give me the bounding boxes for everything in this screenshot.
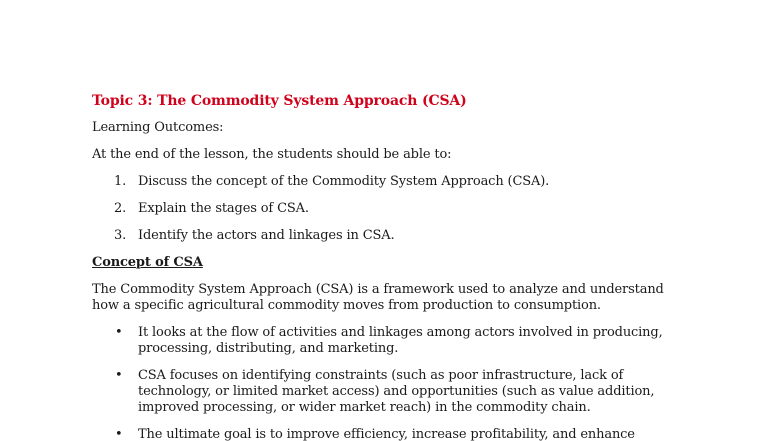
list-item bbox=[92, 201, 692, 217]
document-body bbox=[92, 92, 692, 441]
list-item bbox=[92, 368, 692, 416]
list-number: 2. bbox=[114, 201, 127, 216]
list-item-text: Explain the stages of CSA. bbox=[138, 201, 309, 216]
bullet-icon: • bbox=[115, 325, 123, 340]
learning-outcomes-label: Learning Outcomes: bbox=[92, 120, 224, 135]
list-item bbox=[92, 174, 692, 190]
list-item-text: CSA focuses on identifying constraints (such as poor infrastructure, lack of technology, or limited market access) and opportunities (such as value addition, improved processing, or wider market reach) in the commodity chain. bbox=[138, 368, 655, 415]
concept-bullet-list bbox=[92, 325, 692, 441]
list-number: 3. bbox=[114, 228, 127, 243]
concept-paragraph: The Commodity System Approach (CSA) is a framework used to analyze and understand how a specific agricultural commodity moves from production to consumption. bbox=[92, 282, 664, 313]
list-item bbox=[92, 325, 692, 357]
list-item bbox=[92, 228, 692, 244]
list-item-text: It looks at the flow of activities and linkages among actors involved in producing, processing, distributing, and marketing. bbox=[138, 325, 663, 356]
list-item bbox=[92, 427, 692, 441]
intro-text: At the end of the lesson, the students should be able to: bbox=[92, 147, 452, 162]
bullet-icon: • bbox=[115, 368, 123, 383]
learning-outcomes-list bbox=[92, 174, 692, 244]
list-item-text: The ultimate goal is to improve efficiency, increase profitability, and enhance bbox=[138, 427, 635, 441]
topic-title: Topic 3: The Commodity System Approach (CSA) bbox=[92, 93, 467, 109]
section-heading-concept: Concept of CSA bbox=[92, 255, 203, 270]
list-item-text: Discuss the concept of the Commodity System Approach (CSA). bbox=[138, 174, 550, 189]
bullet-icon: • bbox=[115, 427, 123, 441]
list-item-text: Identify the actors and linkages in CSA. bbox=[138, 228, 395, 243]
list-number: 1. bbox=[114, 174, 127, 189]
